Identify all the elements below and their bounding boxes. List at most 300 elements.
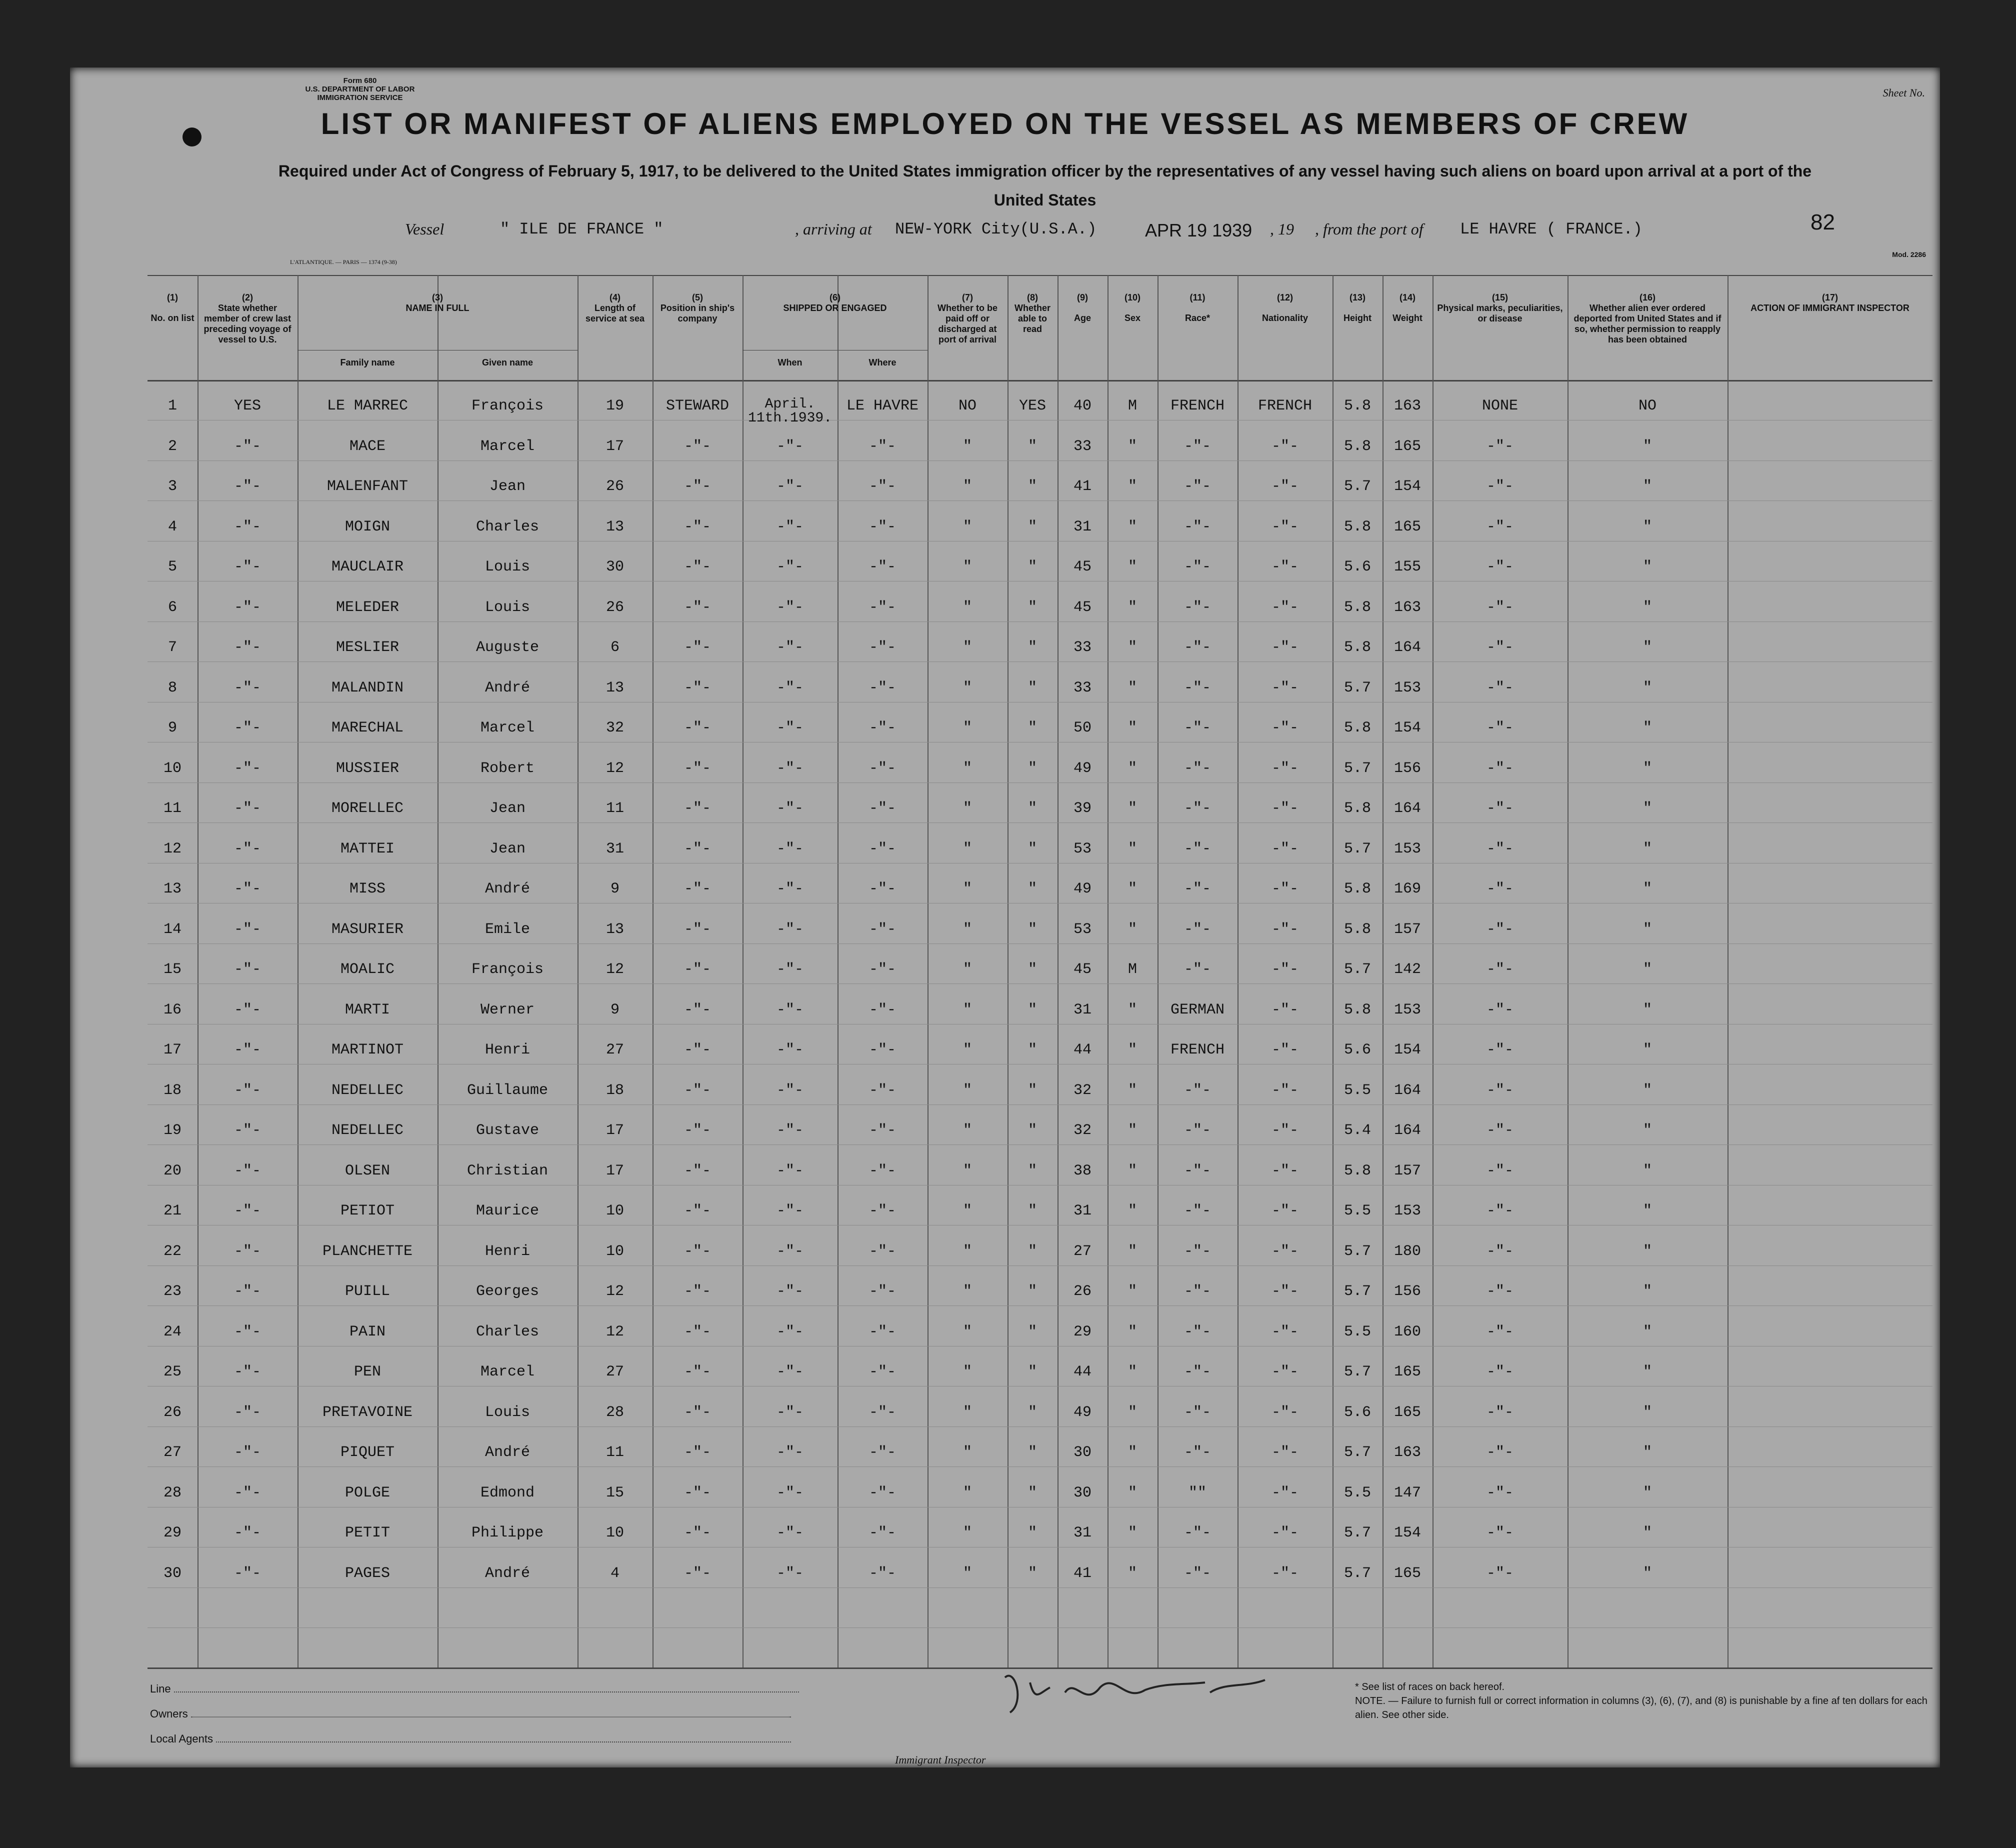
table-cell: -"- xyxy=(234,1162,261,1180)
owners-blank xyxy=(191,1716,791,1718)
table-cell: 7 xyxy=(168,639,177,656)
sheet-number-label: Sheet No. xyxy=(1882,86,1925,99)
table-cell: -"- xyxy=(1184,1524,1211,1542)
table-cell: -"- xyxy=(868,1162,896,1180)
table-cell: " xyxy=(962,720,972,736)
table-cell: -"- xyxy=(1271,840,1298,858)
table-cell: 30 xyxy=(606,558,624,576)
table-cell: -"- xyxy=(776,1082,804,1099)
table-cell: " xyxy=(962,680,972,696)
table-cell: 5.7 xyxy=(1344,478,1371,495)
column-header xyxy=(1110,292,1156,324)
column-number: (1) xyxy=(167,292,178,302)
column-header xyxy=(1240,292,1330,324)
page-title: LIST OR MANIFEST OF ALIENS EMPLOYED ON THE VESSEL AS MEMBERS OF CREW xyxy=(320,107,1690,140)
table-cell: " xyxy=(1128,921,1137,938)
table-cell: " xyxy=(1128,680,1137,696)
table-cell: 30 xyxy=(1073,1444,1092,1461)
column-number: (2) xyxy=(242,292,253,302)
column-label: Whether alien ever ordered deported from United States and if so, whether permission to reapply has been obtained xyxy=(1574,303,1722,344)
table-cell: MORELLEC xyxy=(331,800,404,817)
subheader-label: Where xyxy=(868,358,896,368)
table-cell: -"- xyxy=(234,1082,261,1099)
table-cell: -"- xyxy=(684,1082,711,1099)
table-cell: " xyxy=(962,1122,972,1139)
inspector-signature xyxy=(995,1662,1275,1718)
printer-line: L'ATLANTIQUE. — PARIS — 1374 (9-38) xyxy=(290,258,397,266)
row-rule xyxy=(148,1144,1932,1145)
table-cell: " xyxy=(1028,639,1037,656)
table-cell: -"- xyxy=(1271,478,1298,495)
agents-label: Local Agents xyxy=(150,1732,213,1745)
table-cell: -"- xyxy=(1184,438,1211,455)
table-cell: André xyxy=(484,1444,530,1461)
table-cell: " xyxy=(1642,921,1652,938)
table-cell: 12 xyxy=(606,1283,624,1300)
table-cell: -"- xyxy=(684,518,711,536)
table-cell: -"- xyxy=(1486,639,1514,656)
table-cell: 41 xyxy=(1073,1565,1092,1582)
table-cell: -"- xyxy=(868,1002,896,1018)
table-cell: " xyxy=(962,639,972,656)
table-cell: " xyxy=(1642,880,1652,898)
table-cell: -"- xyxy=(684,478,711,495)
table-cell: 9 xyxy=(168,720,177,736)
table-cell: PUILL xyxy=(344,1283,390,1300)
table-cell: 24 xyxy=(163,1324,182,1340)
table-cell: 153 xyxy=(1394,680,1421,696)
column-header xyxy=(744,292,926,314)
table-cell: " xyxy=(1128,1484,1137,1502)
table-cell: -"- xyxy=(868,639,896,656)
column-header xyxy=(1160,292,1236,324)
table-cell: -"- xyxy=(1271,1122,1298,1139)
table-cell: MESLIER xyxy=(336,639,400,656)
table-cell: -"- xyxy=(684,639,711,656)
owners-label: Owners xyxy=(150,1708,188,1720)
table-cell: " xyxy=(1028,1404,1037,1421)
table-cell: " xyxy=(1028,760,1037,777)
table-cell: " xyxy=(962,840,972,858)
table-cell: -"- xyxy=(1271,880,1298,898)
table-cell: -"- xyxy=(1271,961,1298,978)
table-cell: -"- xyxy=(684,1243,711,1260)
table-cell: Auguste xyxy=(476,639,540,656)
subheader-label: Given name xyxy=(482,358,534,368)
table-cell: 49 xyxy=(1073,880,1092,898)
table-cell: -"- xyxy=(1486,1524,1514,1542)
table-cell: -"- xyxy=(1486,1484,1514,1502)
table-cell: 27 xyxy=(1073,1243,1092,1260)
table-cell: -"- xyxy=(1184,961,1211,978)
table-cell: 153 xyxy=(1394,1002,1421,1018)
table-cell: -"- xyxy=(234,760,261,777)
table-cell: -"- xyxy=(1486,478,1514,495)
table-cell: PETIOT xyxy=(340,1202,395,1220)
table-cell: " xyxy=(1642,800,1652,817)
table-cell: 32 xyxy=(1073,1122,1092,1139)
table-cell: -"- xyxy=(684,1524,711,1542)
year-label: , 19 xyxy=(1270,220,1294,238)
table-cell: 142 xyxy=(1394,961,1421,978)
table-cell: -"- xyxy=(1486,599,1514,616)
table-cell: MACE xyxy=(349,438,386,455)
table-cell: " xyxy=(1642,518,1652,536)
table-cell: 4 xyxy=(610,1565,620,1582)
table-cell: -"- xyxy=(234,880,261,898)
column-header xyxy=(580,292,650,324)
table-cell: Marcel xyxy=(480,720,535,736)
table-cell: 27 xyxy=(163,1444,182,1461)
table-cell: " xyxy=(1028,1324,1037,1340)
table-cell: " xyxy=(1128,1364,1137,1380)
table-cell: " xyxy=(1028,1565,1037,1582)
table-cell: -"- xyxy=(234,961,261,978)
table-cell: -"- xyxy=(684,1002,711,1018)
column-header xyxy=(654,292,740,324)
column-label: Sex xyxy=(1124,313,1141,323)
column-header xyxy=(200,292,296,345)
table-cell: -"- xyxy=(776,1404,804,1421)
table-cell: 154 xyxy=(1394,478,1421,495)
table-cell: 29 xyxy=(163,1524,182,1542)
table-cell: 180 xyxy=(1394,1243,1421,1260)
table-cell: " xyxy=(1128,518,1137,536)
table-cell: " xyxy=(1642,1042,1652,1058)
table-cell: " xyxy=(962,1283,972,1300)
table-cell: -"- xyxy=(1184,921,1211,938)
table-cell: 45 xyxy=(1073,558,1092,576)
table-cell: " xyxy=(1028,1364,1037,1380)
table-cell: " xyxy=(1128,1042,1137,1058)
table-cell: " xyxy=(1028,680,1037,696)
table-cell: 9 xyxy=(610,1002,620,1018)
table-cell: -"- xyxy=(1184,800,1211,817)
table-cell: Charles xyxy=(476,1324,540,1340)
table-cell: 165 xyxy=(1394,518,1421,536)
vessel-label: Vessel xyxy=(405,220,444,238)
table-cell: MALANDIN xyxy=(331,680,404,696)
table-cell: GERMAN xyxy=(1170,1002,1225,1018)
table-cell: 50 xyxy=(1073,720,1092,736)
table-cell: 5.8 xyxy=(1344,398,1371,414)
table-cell: -"- xyxy=(234,599,261,616)
column-label: SHIPPED OR ENGAGED xyxy=(783,303,887,313)
table-cell: -"- xyxy=(1271,1524,1298,1542)
table-cell: -"- xyxy=(684,720,711,736)
column-label: State whether member of crew last preceding voyage of vessel to U.S. xyxy=(204,303,292,344)
table-cell: 18 xyxy=(163,1082,182,1099)
vessel-name: " ILE DE FRANCE " xyxy=(500,220,664,238)
table-cell: -"- xyxy=(1271,1484,1298,1502)
table-cell: 33 xyxy=(1073,680,1092,696)
table-cell: " xyxy=(1128,1404,1137,1421)
table-cell: 31 xyxy=(1073,1202,1092,1220)
table-cell: -"- xyxy=(1271,1324,1298,1340)
table-cell: NONE xyxy=(1482,398,1518,414)
table-cell: -"- xyxy=(1271,1444,1298,1461)
column-number: (6) xyxy=(830,292,840,302)
table-cell: Gustave xyxy=(476,1122,540,1139)
table-cell: 12 xyxy=(606,1324,624,1340)
table-cell: " xyxy=(962,1202,972,1220)
table-cell: " xyxy=(962,1364,972,1380)
table-cell: 1 xyxy=(168,398,177,414)
table-cell: -"- xyxy=(1486,1202,1514,1220)
department: U.S. DEPARTMENT OF LABOR xyxy=(305,85,415,94)
table-cell: " xyxy=(962,760,972,777)
table-cell: " xyxy=(1028,1162,1037,1180)
table-cell: 165 xyxy=(1394,438,1421,455)
table-cell: " xyxy=(1028,800,1037,817)
table-cell: 3 xyxy=(168,478,177,495)
table-cell: -"- xyxy=(684,1565,711,1582)
table-cell: -"- xyxy=(684,438,711,455)
table-cell: YES xyxy=(234,398,261,414)
table-cell: -"- xyxy=(1271,1283,1298,1300)
table-cell: -"- xyxy=(868,921,896,938)
table-cell: 5.7 xyxy=(1344,1524,1371,1542)
table-cell: -"- xyxy=(1184,840,1211,858)
line-label: Line xyxy=(150,1682,171,1695)
table-cell: -"- xyxy=(234,1122,261,1139)
table-cell: 11 xyxy=(606,800,624,817)
table-cell: 5 xyxy=(168,558,177,576)
table-cell: 164 xyxy=(1394,1122,1421,1139)
table-cell: " xyxy=(1642,1324,1652,1340)
table-cell: Henri xyxy=(484,1243,530,1260)
subheader-label: When xyxy=(778,358,802,368)
table-cell: 164 xyxy=(1394,1082,1421,1099)
table-cell: 5.8 xyxy=(1344,518,1371,536)
table-cell: 5.8 xyxy=(1344,1002,1371,1018)
table-cell: " xyxy=(1128,1002,1137,1018)
table-cell: -"- xyxy=(1271,1082,1298,1099)
table-cell: -"- xyxy=(234,921,261,938)
table-cell: -"- xyxy=(868,1202,896,1220)
table-cell: " xyxy=(962,961,972,978)
table-cell: 53 xyxy=(1073,921,1092,938)
table-cell: -"- xyxy=(1271,1202,1298,1220)
table-cell: PEN xyxy=(354,1364,381,1380)
table-cell: " xyxy=(1642,1202,1652,1220)
table-cell: -"- xyxy=(776,558,804,576)
table-cell: André xyxy=(484,1565,530,1582)
table-cell: -"- xyxy=(776,800,804,817)
table-cell: " xyxy=(962,438,972,455)
from-label: , from the port of xyxy=(1315,220,1424,238)
column-label: Weight xyxy=(1392,313,1422,323)
penalty-note xyxy=(1355,1694,1940,1722)
row-rule xyxy=(148,541,1932,542)
table-cell: -"- xyxy=(868,800,896,817)
table-cell: -"- xyxy=(1271,1162,1298,1180)
table-cell: " xyxy=(1642,1283,1652,1300)
table-cell: 5.8 xyxy=(1344,880,1371,898)
table-cell: -"- xyxy=(1271,558,1298,576)
table-cell: 5.5 xyxy=(1344,1484,1371,1502)
table-cell: Charles xyxy=(476,518,540,536)
table-cell: -"- xyxy=(684,680,711,696)
table-cell: -"- xyxy=(1184,680,1211,696)
footnote xyxy=(1355,1680,1940,1722)
table-cell: " xyxy=(1028,1484,1037,1502)
table-cell: -"- xyxy=(1486,680,1514,696)
table-cell: 45 xyxy=(1073,599,1092,616)
table-cell: 12 xyxy=(606,760,624,777)
table-cell: " xyxy=(1642,1082,1652,1099)
table-cell: -"- xyxy=(1486,1082,1514,1099)
table-cell: 156 xyxy=(1394,760,1421,777)
table-cell: -"- xyxy=(868,1283,896,1300)
table-cell: 22 xyxy=(163,1243,182,1260)
table-cell: " xyxy=(1028,518,1037,536)
table-cell: FRENCH xyxy=(1170,1042,1225,1058)
table-cell: 31 xyxy=(606,840,624,858)
table-cell: Guillaume xyxy=(466,1082,548,1099)
table-cell: -"- xyxy=(868,760,896,777)
table-cell: -"- xyxy=(776,921,804,938)
table-cell: MASURIER xyxy=(331,921,404,938)
table-cell: " xyxy=(1028,1042,1037,1058)
table-cell: " xyxy=(1028,840,1037,858)
table-cell: " xyxy=(1028,880,1037,898)
table-cell: " xyxy=(1642,680,1652,696)
table-cell: 16 xyxy=(163,1002,182,1018)
table-cell: MALENFANT xyxy=(326,478,408,495)
table-cell: -"- xyxy=(1486,921,1514,938)
table-cell: 13 xyxy=(606,921,624,938)
table-cell: -"- xyxy=(1271,1243,1298,1260)
table-cell: -"- xyxy=(1486,558,1514,576)
table-cell: -"- xyxy=(776,639,804,656)
table-cell: 13 xyxy=(606,680,624,696)
table-cell: -"- xyxy=(234,1524,261,1542)
table-cell: -"- xyxy=(1184,599,1211,616)
table-cell: -"- xyxy=(234,1042,261,1058)
table-cell: " xyxy=(1642,961,1652,978)
column-number: (15) xyxy=(1492,292,1508,302)
table-cell: PRETAVOINE xyxy=(322,1404,413,1421)
row-rule xyxy=(148,1104,1932,1105)
table-cell: -"- xyxy=(684,760,711,777)
table-cell: " xyxy=(1128,760,1137,777)
table-cell: -"- xyxy=(1486,961,1514,978)
table-cell: -"- xyxy=(1271,1404,1298,1421)
table-cell: -"- xyxy=(776,1162,804,1180)
table-cell: 5.7 xyxy=(1344,1444,1371,1461)
column-number: (14) xyxy=(1399,292,1416,302)
note-text: Failure to furnish full or correct information in columns (3), (6), (7), and (8) is punishable by a fine af ten dollars for each alien. See other side. xyxy=(1355,1696,1928,1720)
table-cell: MARECHAL xyxy=(331,720,404,736)
table-cell: -"- xyxy=(234,800,261,817)
note-label: NOTE. — xyxy=(1355,1696,1398,1706)
table-cell: 11 xyxy=(606,1444,624,1461)
table-cell: Louis xyxy=(484,1404,530,1421)
table-cell: " xyxy=(1642,1243,1652,1260)
table-cell: 12 xyxy=(606,961,624,978)
table-cell: -"- xyxy=(776,880,804,898)
table-cell: " xyxy=(1642,720,1652,736)
table-cell: MOALIC xyxy=(340,961,395,978)
table-cell: 40 xyxy=(1073,398,1092,414)
table-cell: 5.8 xyxy=(1344,1162,1371,1180)
table-cell: MISS xyxy=(349,880,386,898)
column-number: (9) xyxy=(1077,292,1088,302)
table-cell: " xyxy=(962,921,972,938)
table-cell: -"- xyxy=(1486,760,1514,777)
table-cell: MUSSIER xyxy=(336,760,400,777)
table-cell: 15 xyxy=(163,961,182,978)
table-cell: " xyxy=(962,1324,972,1340)
table-cell: " xyxy=(1028,1082,1037,1099)
table-cell: Werner xyxy=(480,1002,535,1018)
table-cell: 30 xyxy=(1073,1484,1092,1502)
table-cell: " xyxy=(1028,558,1037,576)
table-cell: -"- xyxy=(1486,880,1514,898)
table-cell: -"- xyxy=(776,518,804,536)
row-rule xyxy=(148,460,1932,461)
table-cell: -"- xyxy=(868,518,896,536)
table-cell: 27 xyxy=(606,1364,624,1380)
table-cell: -"- xyxy=(868,1404,896,1421)
table-cell: -"- xyxy=(1271,680,1298,696)
table-cell: 5.8 xyxy=(1344,599,1371,616)
table-cell: -"- xyxy=(234,680,261,696)
table-cell: " xyxy=(1128,720,1137,736)
table-cell: " xyxy=(1642,840,1652,858)
table-cell: 21 xyxy=(163,1202,182,1220)
table-cell: " xyxy=(1128,1565,1137,1582)
table-cell: " xyxy=(1128,1524,1137,1542)
table-cell: 32 xyxy=(1073,1082,1092,1099)
table-cell: 5.7 xyxy=(1344,680,1371,696)
table-cell: 5.6 xyxy=(1344,1042,1371,1058)
table-cell: -"- xyxy=(1271,518,1298,536)
table-cell: 5.8 xyxy=(1344,720,1371,736)
table-cell: -"- xyxy=(234,1364,261,1380)
table-cell: " xyxy=(962,1565,972,1582)
table-cell: " xyxy=(962,800,972,817)
table-cell: 26 xyxy=(606,599,624,616)
table-cell: 20 xyxy=(163,1162,182,1180)
table-cell: LE MARREC xyxy=(326,398,408,414)
table-cell: -"- xyxy=(1184,1243,1211,1260)
table-cell: 27 xyxy=(606,1042,624,1058)
table-cell: 19 xyxy=(606,398,624,414)
table-cell: " xyxy=(1642,1122,1652,1139)
table-cell: François xyxy=(471,961,544,978)
table-cell: " xyxy=(1642,1364,1652,1380)
table-cell: -"- xyxy=(1486,1243,1514,1260)
table-cell: -"- xyxy=(868,1243,896,1260)
table-cell: " xyxy=(1128,1122,1137,1139)
table-cell: " xyxy=(1028,961,1037,978)
table-cell: Marcel xyxy=(480,1364,535,1380)
table-cell: 163 xyxy=(1394,599,1421,616)
table-cell: 5.5 xyxy=(1344,1082,1371,1099)
table-cell: -"- xyxy=(868,840,896,858)
table-cell: -"- xyxy=(1184,720,1211,736)
table-cell: -"- xyxy=(868,1122,896,1139)
table-cell: -"- xyxy=(776,1283,804,1300)
table-cell: -"- xyxy=(1184,1444,1211,1461)
table-cell: -"- xyxy=(1486,1565,1514,1582)
table-cell: " xyxy=(1028,1202,1037,1220)
column-number: (17) xyxy=(1822,292,1838,302)
table-cell: -"- xyxy=(1271,720,1298,736)
table-cell: 31 xyxy=(1073,518,1092,536)
